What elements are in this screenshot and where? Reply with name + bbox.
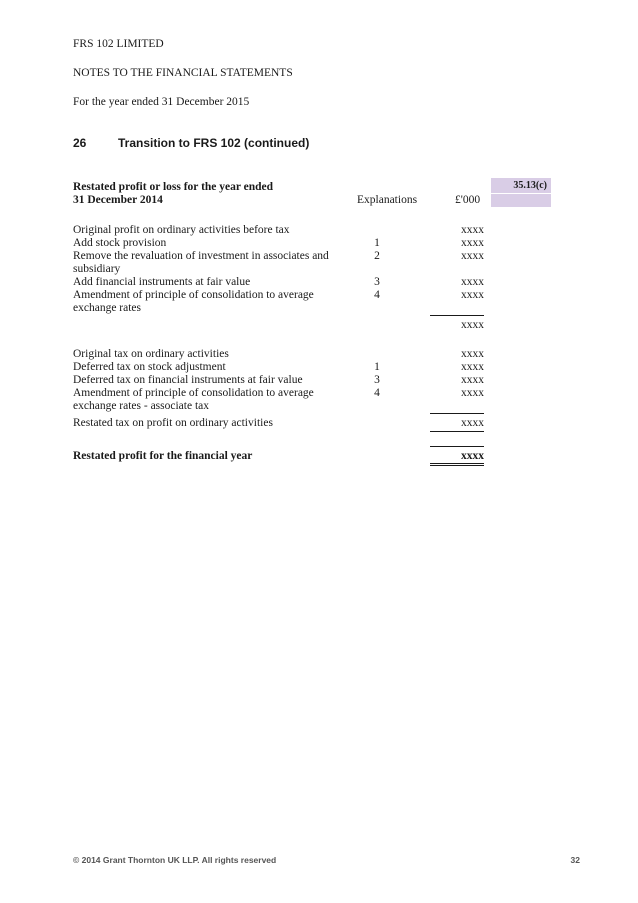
column-header-units: £'000 [455,194,481,206]
copyright-footer: © 2014 Grant Thornton UK LLP. All rights reserved [73,855,277,865]
tax-total-rule [430,431,484,432]
section-heading [73,136,309,150]
reference-badge: 35.13(c) [491,178,551,193]
final-double-rule [430,463,484,466]
page-number: 32 [570,855,580,865]
notes-title: NOTES TO THE FINANCIAL STATEMENTS [73,67,293,79]
column-header-explanations: Explanations [357,194,418,206]
section-number: 26 [73,136,87,150]
final-top-rule [430,446,484,447]
table-title-line2: 31 December 2014 [73,194,163,206]
reference-badge-fill [491,194,551,207]
company-name: FRS 102 LIMITED [73,38,164,50]
table-title-line1: Restated profit or loss for the year ended [73,181,274,193]
tax-subtotal-rule [430,413,484,414]
period-text: For the year ended 31 December 2015 [73,96,250,108]
section-title: Transition to FRS 102 (continued) [118,136,310,150]
subtotal-rule [430,315,484,316]
